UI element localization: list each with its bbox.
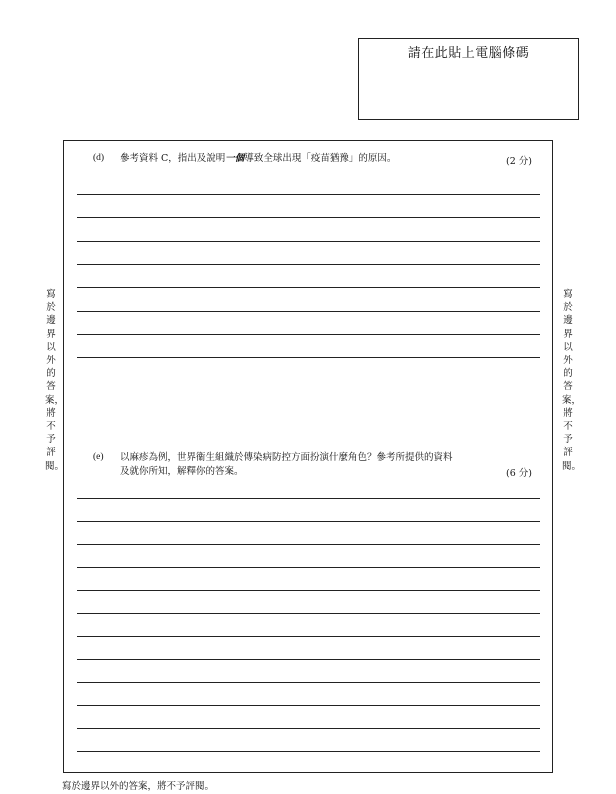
answer-line[interactable] — [77, 705, 540, 706]
barcode-sticker-box — [358, 38, 579, 120]
question-d-text-before: 參考資料 C，指出及說明 — [120, 153, 226, 164]
question-d-text-after: 導致全球出現「疫苗猶豫」的原因。 — [244, 153, 397, 164]
answer-line[interactable] — [77, 241, 540, 242]
answer-line[interactable] — [77, 521, 540, 522]
question-e-line-2: 及就你所知，解釋你的答案。 — [120, 466, 244, 477]
left-margin-note: 寫於邊界以外的答案，將不予評閱。 — [45, 289, 65, 472]
answer-line[interactable] — [77, 311, 540, 312]
question-e-label: (e) — [93, 452, 104, 462]
answer-line[interactable] — [77, 636, 540, 637]
answer-line[interactable] — [77, 287, 540, 288]
question-e-marks: (6 分) — [506, 468, 532, 479]
answer-line[interactable] — [77, 334, 540, 335]
answer-line[interactable] — [77, 728, 540, 729]
question-e-answer-lines[interactable] — [77, 498, 540, 758]
answer-line[interactable] — [77, 682, 540, 683]
question-d-marks: (2 分) — [506, 156, 532, 167]
right-margin-note: 寫於邊界以外的答案，將不予評閱。 — [562, 289, 582, 472]
answer-line[interactable] — [77, 498, 540, 499]
question-d-emphasis: 一個 — [225, 153, 245, 164]
question-d-answer-lines[interactable] — [77, 194, 540, 364]
answer-line[interactable] — [77, 264, 540, 265]
answer-line[interactable] — [77, 357, 540, 358]
answer-line[interactable] — [77, 194, 540, 195]
question-e-text — [120, 451, 540, 479]
answer-line[interactable] — [77, 217, 540, 218]
answer-line[interactable] — [77, 659, 540, 660]
answer-line[interactable] — [77, 751, 540, 752]
answer-line[interactable] — [77, 590, 540, 591]
question-e-line-1: 以麻疹為例，世界衞生組織於傳染病防控方面扮演什麼角色？參考所提供的資料 — [120, 452, 453, 463]
answer-line[interactable] — [77, 613, 540, 614]
barcode-label: 請在此貼上電腦條碼 — [407, 46, 530, 61]
answer-line[interactable] — [77, 544, 540, 545]
footer-margin-note: 寫於邊界以外的答案，將不予評閱。 — [62, 781, 215, 792]
answer-line[interactable] — [77, 567, 540, 568]
question-d-text — [120, 152, 480, 166]
question-d-label: (d) — [93, 153, 105, 163]
